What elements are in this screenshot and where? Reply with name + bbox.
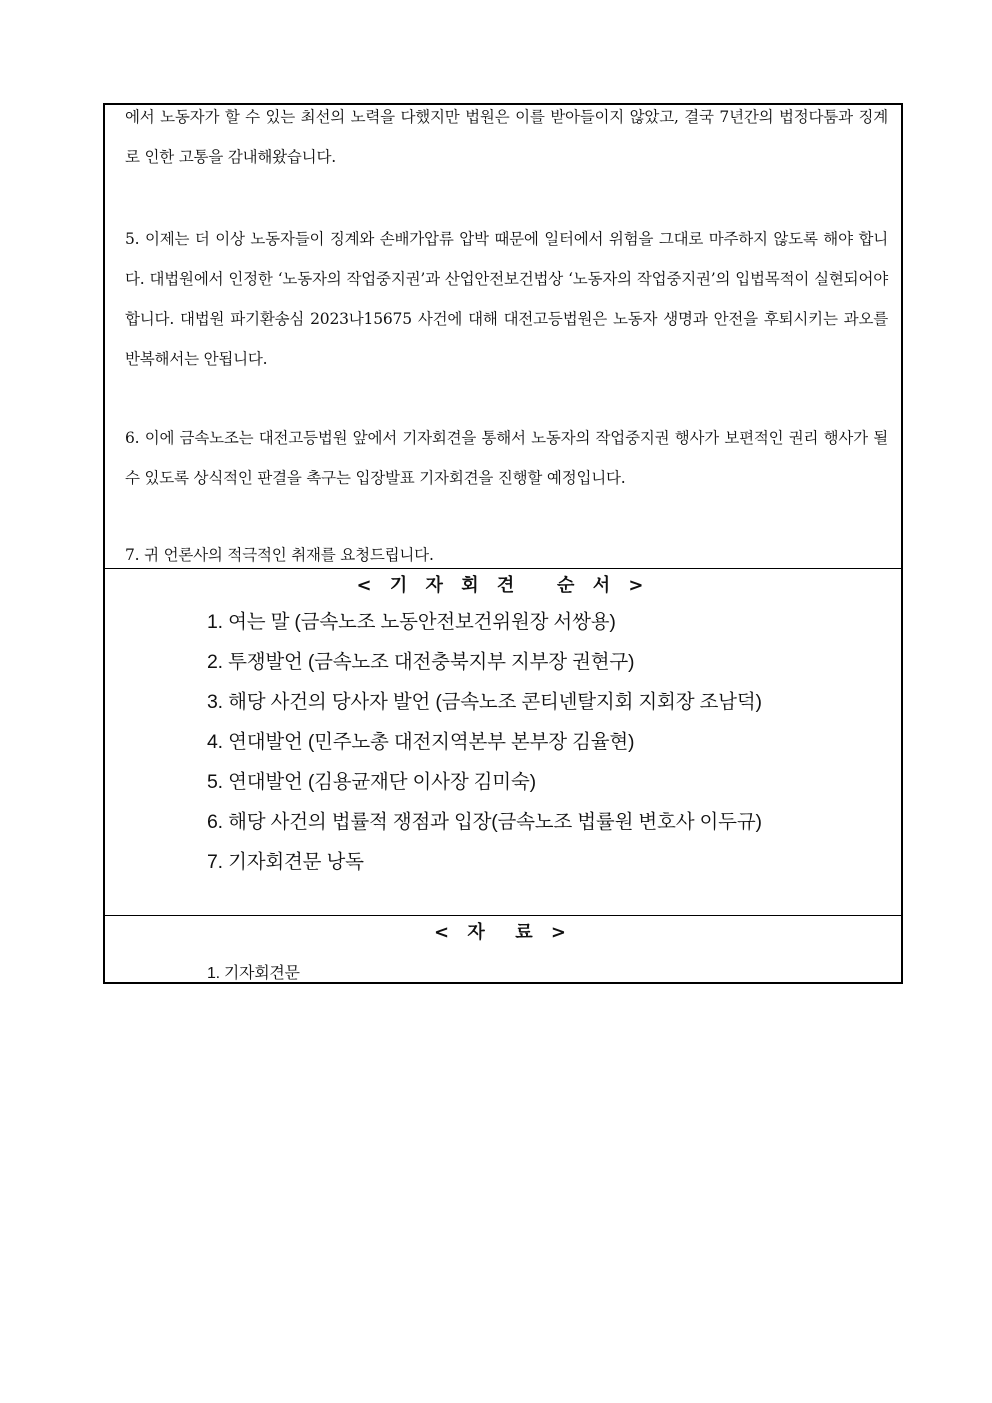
order-item: 4. 연대발언 (민주노총 대전지역본부 본부장 김율현)	[207, 731, 635, 753]
order-item: 1. 여는 말 (금속노조 노동안전보건위원장 서쌍용)	[207, 611, 616, 633]
order-item: 2. 투쟁발언 (금속노조 대전충북지부 지부장 권현구)	[207, 651, 635, 673]
paragraph-continued: 에서 노동자가 할 수 있는 최선의 노력을 다했지만 법원은 이를 받아들이지 않았고, 결국 7년간의 법정다툼과 징계로 인한 고통을 감내해왔습니다.	[125, 108, 888, 166]
materials-cell	[105, 916, 901, 982]
materials-item: 1. 기자회견문	[207, 965, 300, 982]
press-release-table	[103, 103, 903, 984]
press-conference-order-cell	[105, 569, 901, 916]
paragraph-7: 7. 귀 언론사의 적극적인 취재를 요청드립니다.	[125, 546, 434, 564]
order-item: 3. 해당 사건의 당사자 발언 (금속노조 콘티넨탈지회 지회장 조남덕)	[207, 691, 762, 713]
body-text-cell	[105, 105, 901, 569]
order-item: 5. 연대발언 (김용균재단 이사장 김미숙)	[207, 771, 536, 793]
materials-title: < 자 료 >	[433, 922, 572, 943]
paragraph-6: 6. 이에 금속노조는 대전고등법원 앞에서 기자회견을 통해서 노동자의 작업중지권 행사가 보편적인 권리 행사가 될 수 있도록 상식적인 판결을 촉구는 입장발표 기자회견을 진행할 예정입니다.	[125, 429, 888, 487]
paragraph-5: 5. 이제는 더 이상 노동자들이 징계와 손배가압류 압박 때문에 일터에서 위험을 그대로 마주하지 않도록 해야 합니다. 대법원에서 인정한 ‘노동자의 작업중지권’과 산업안전보건법상 ‘노동자의 작업중지권’의 입법목적이 실현되어야 합니다. 대법원 파기환송심 2023나15675 사건에 대해 대전고등법원은 노동자 생명과 안전을 후퇴시키는 과오를 반복해서는 안됩니다.	[125, 230, 888, 368]
order-item: 6. 해당 사건의 법률적 쟁점과 입장(금속노조 법률원 변호사 이두규)	[207, 811, 762, 833]
order-list	[207, 607, 762, 887]
order-title: < 기 자 회 견 순 서 >	[356, 575, 650, 596]
order-item: 7. 기자회견문 낭독	[207, 851, 364, 873]
